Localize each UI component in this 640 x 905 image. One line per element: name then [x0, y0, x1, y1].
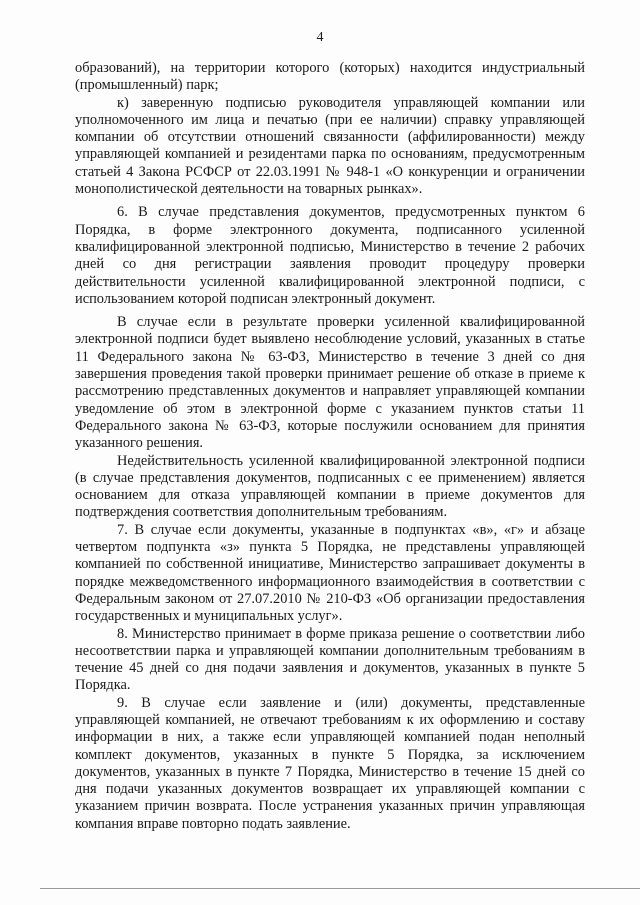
paragraph-9: 9. В случае если заявление и (или) документы, представленные управляющей компанией, не отвечают требованиям к их оформлению и составу информации в них, а также если управляющей компанией подан неполный комплект документов, указанных в пункте 5 Порядка, за исключением документов, указанных в пункте 7 Порядка, Министерство в течение 15 дней со дня подачи указанных документов возвращает их управляющей компании с указанием причин возврата. После устранения указанных причин управляющая компания вправе повторно подать заявление.: [75, 694, 585, 832]
paragraph-6-verification-failure: В случае если в результате проверки усиленной квалифицированной электронной подписи будет выявлено несоблюдение условий, указанных в статье 11 Федерального закона № 63-ФЗ, Министерство в течение 3 дней со дня завершения проведения такой проверки принимает решение об отказе в приеме к рассмотрению представленных документов и направляет управляющей компании уведомление об этом в электронной форме с указанием пунктов статьи 11 Федерального закона № 63-ФЗ, которые послужили основанием для принятия указанного решения.: [75, 314, 585, 452]
document-body: [75, 60, 585, 833]
paragraph-6: 6. В случае представления документов, предусмотренных пунктом 6 Порядка, в форме электронного документа, подписанного усиленной квалифицированной электронной подписью, Министерство в течение 2 рабочих дней со дня регистрации заявления проводит процедуру проверки действительности усиленной квалифицированной электронной подписи, с использованием которой подписан электронный документ.: [75, 204, 585, 307]
paragraph-continuation: образований), на территории которого (которых) находится индустриальный (промышленный) парк;: [75, 60, 585, 94]
page-number: 4: [316, 30, 324, 45]
paragraph-6-invalid-signature: Недействительность усиленной квалифицированной электронной подписи (в случае представления документов, подписанных с ее применением) является основанием для отказа управляющей компании в приеме документов для подтверждения соответствия дополнительным требованиям.: [75, 452, 585, 521]
footer-divider: [40, 888, 640, 889]
paragraph-8: 8. Министерство принимает в форме приказа решение о соответствии либо несоответствии парка и управляющей компании дополнительным требованиям в течение 45 дней со дня подачи заявления и документов, указанных в пункте 5 Порядка.: [75, 625, 585, 694]
paragraph-7: 7. В случае если документы, указанные в подпунктах «в», «г» и абзаце четвертом подпункта «з» пункта 5 Порядка, не представлены управляющей компанией по собственной инициативе, Министерство запрашивает документы в порядке межведомственного информационного взаимодействия в соответствии с Федеральным законом от 27.07.2010 № 210-ФЗ «Об организации предоставления государственных и муниципальных услуг».: [75, 521, 585, 625]
paragraph-item-k: к) заверенную подписью руководителя управляющей компании или уполномоченного им лица и печатью (при ее наличии) справку управляющей компании об отсутствии отношений связанности (аффилированности) между управляющей компанией и резидентами парка по основаниям, предусмотренным статьей 4 Закона РСФСР от 22.03.1991 № 948-1 «О конкуренции и ограничении монополистической деятельности на товарных рынках».: [75, 94, 585, 198]
